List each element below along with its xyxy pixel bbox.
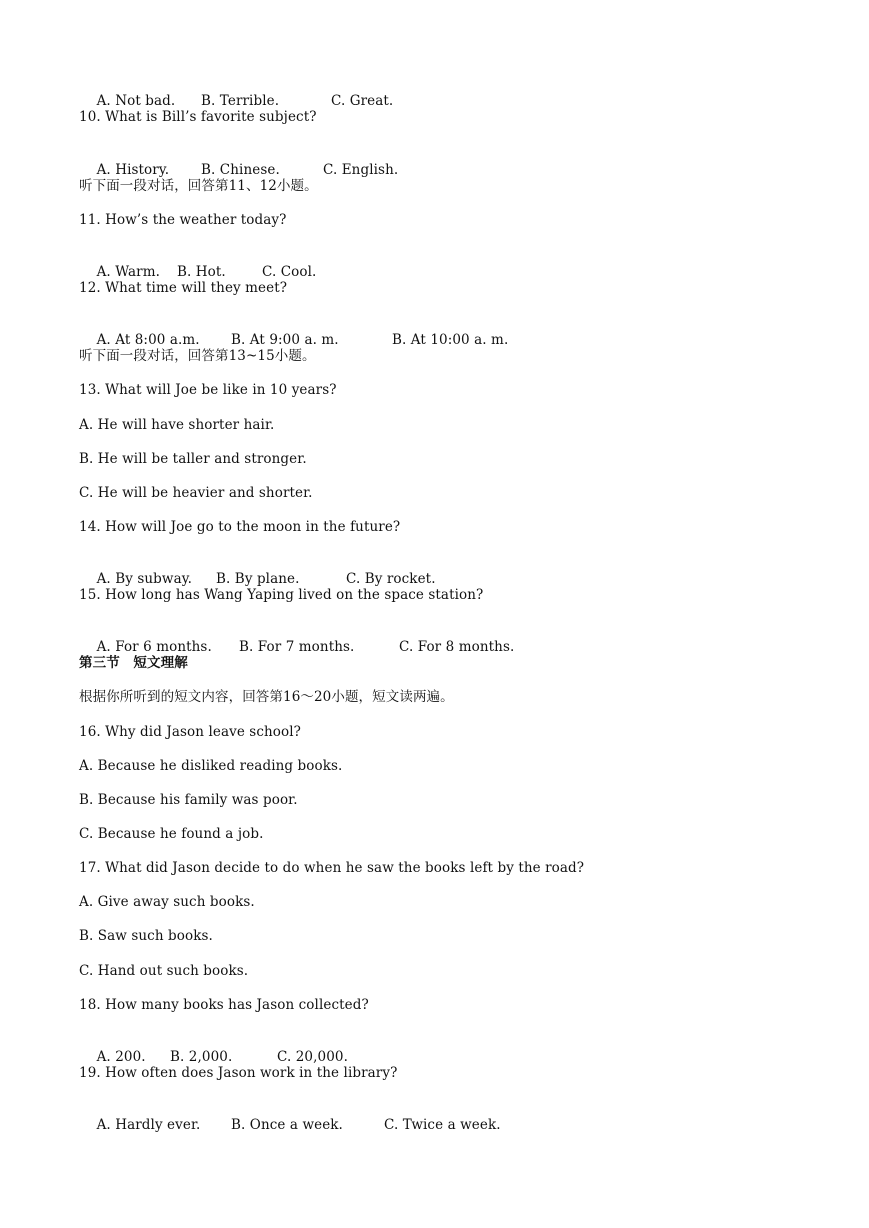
q10-question: 10. What is Bill’s favorite subject?: [79, 109, 317, 125]
instruction-13-15: 听下面一段对话，回答第13~15小题。: [79, 348, 316, 364]
q17-question: 17. What did Jason decide to do when he saw the books left by the road?: [79, 860, 585, 876]
q11-option-c: C. Cool.: [262, 264, 317, 280]
q10-option-b: B. Chinese.: [201, 162, 280, 178]
q15-option-c: C. For 8 months.: [399, 639, 515, 655]
q13-option-c: C. He will be heavier and shorter.: [79, 485, 313, 501]
q13-option-b: B. He will be taller and stronger.: [79, 451, 307, 467]
q16-question: 16. Why did Jason leave school?: [79, 724, 302, 740]
q14-question: 14. How will Joe go to the moon in the future?: [79, 519, 401, 535]
q18-option-a: A. 200.: [96, 1049, 146, 1065]
q12-option-b: B. At 9:00 a. m.: [231, 332, 339, 348]
q14-option-c: C. By rocket.: [346, 571, 436, 587]
q16-option-a: A. Because he disliked reading books.: [79, 758, 343, 774]
q12-option-c: B. At 10:00 a. m.: [392, 332, 509, 348]
q15-option-a: A. For 6 months.: [96, 639, 212, 655]
q18-question: 18. How many books has Jason collected?: [79, 997, 369, 1013]
q9-option-b: B. Terrible.: [201, 93, 280, 109]
q17-option-b: B. Saw such books.: [79, 928, 213, 944]
q17-option-c: C. Hand out such books.: [79, 963, 249, 979]
q14-option-a: A. By subway.: [96, 571, 193, 587]
q19-question: 19. How often does Jason work in the library?: [79, 1065, 398, 1081]
q14-option-b: B. By plane.: [216, 571, 300, 587]
q15-question: 15. How long has Wang Yaping lived on the space station?: [79, 587, 484, 603]
q19-option-c: C. Twice a week.: [384, 1117, 501, 1133]
q12-question: 12. What time will they meet?: [79, 280, 288, 296]
q9-option-c: C. Great.: [331, 93, 394, 109]
q11-question: 11. How’s the weather today?: [79, 212, 287, 228]
q17-option-a: A. Give away such books.: [79, 894, 255, 910]
section3-instruction: 根据你所听到的短文内容，回答第16～20小题，短文读两遍。: [79, 689, 454, 705]
q19-option-a: A. Hardly ever.: [96, 1117, 201, 1133]
q19-option-b: B. Once a week.: [231, 1117, 343, 1133]
q9-option-a: A. Not bad.: [96, 93, 176, 109]
q12-option-a: A. At 8:00 a.m.: [96, 332, 200, 348]
q10-option-c: C. English.: [323, 162, 399, 178]
q18-option-b: B. 2,000.: [170, 1049, 233, 1065]
q16-option-c: C. Because he found a job.: [79, 826, 264, 842]
q11-option-b: B. Hot.: [177, 264, 226, 280]
q13-option-a: A. He will have shorter hair.: [79, 417, 275, 433]
instruction-11-12: 听下面一段对话，回答第11、12小题。: [79, 178, 318, 194]
q10-option-a: A. History.: [96, 162, 170, 178]
q11-option-a: A. Warm.: [96, 264, 161, 280]
q19-options: [79, 1098, 501, 1152]
section3-heading: 第三节 短文理解: [79, 655, 188, 671]
q16-option-b: B. Because his family was poor.: [79, 792, 298, 808]
q13-question: 13. What will Joe be like in 10 years?: [79, 382, 337, 398]
q18-option-c: C. 20,000.: [277, 1049, 348, 1065]
q15-option-b: B. For 7 months.: [239, 639, 355, 655]
